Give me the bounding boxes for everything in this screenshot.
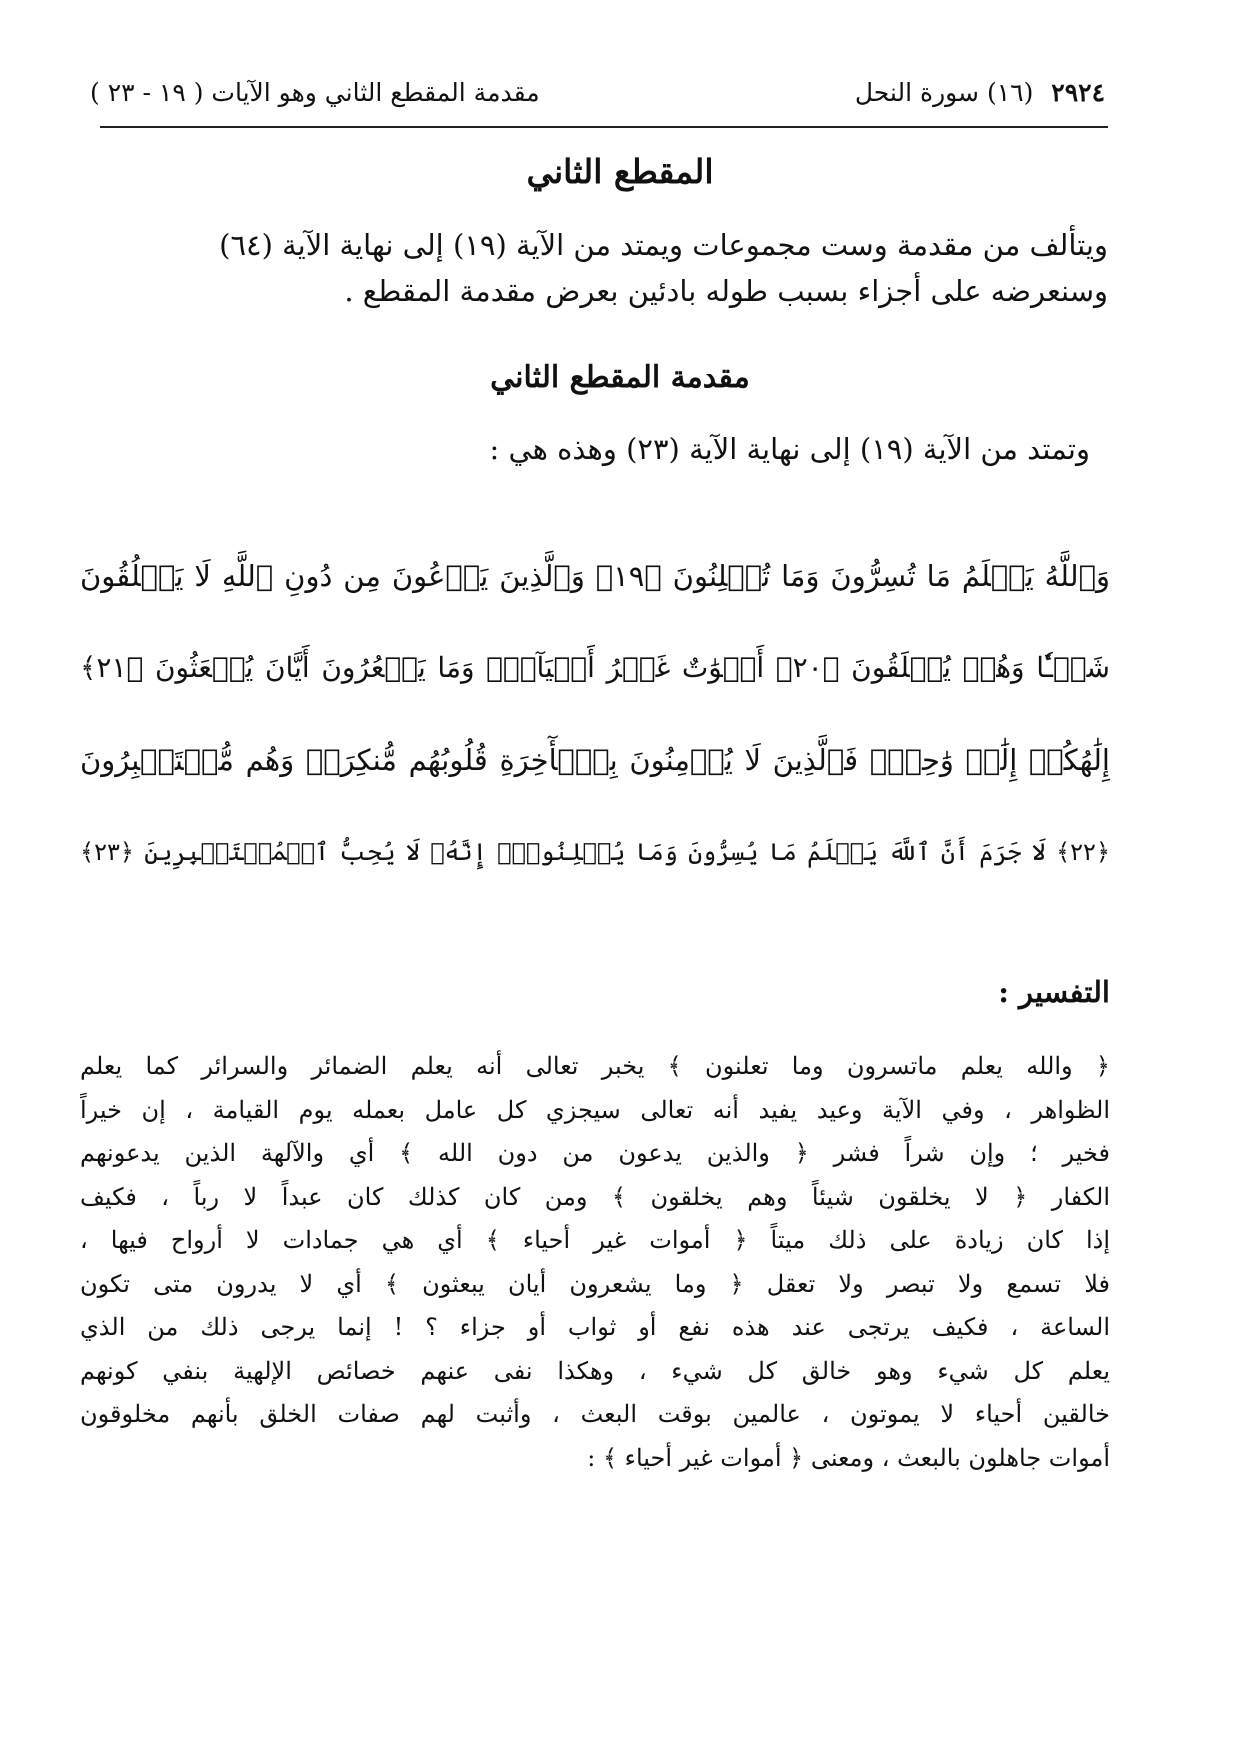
verse-line: ﴿٢٢﴾ لَا جَرَمَ أَنَّ ٱللَّهَ يَعۡلَمُ مَا يُسِرُّونَ وَمَا يُعۡلِنُونَۚ إِنَّهُۥ لَا يُحِبُّ ٱلۡمُسۡتَكۡبِرِينَ ﴿٢٣﴾: [80, 838, 1110, 866]
tafsir-line: إذا كان زيادة على ذلك ميتاً ﴿ أموات غير أحياء ﴾ أي هي جمادات لا أرواح فيها ،: [80, 1226, 1111, 1254]
tafsir-line: الساعة ، فكيف يرتجى عند هذه نفع أو ثواب أو جزاء ؟ ! إنما يرجى ذلك من الذي: [80, 1313, 1110, 1341]
verse-line: إِلَٰهُكُمۡ إِلَٰهٞ وَٰحِدٞۚ فَٱلَّذِينَ لَا يُؤۡمِنُونَ بِٱلۡأٓخِرَةِ قُلُوبُهُم مُّنكِرَةٞ وَهُم مُّسۡتَكۡبِرُونَ: [80, 743, 1110, 777]
intro-line: ويتألف من مقدمة وست مجموعات ويمتد من الآية (١٩) إلى نهاية الآية (٦٤): [219, 228, 1108, 262]
header-right: [855, 78, 1105, 107]
tafsir-line: أموات جاهلون بالبعث ، ومعنى ﴿ أموات غير أحياء ﴾ :: [587, 1443, 1110, 1472]
header-divider: [100, 126, 1108, 128]
tafsir-line: الكفار ﴿ لا يخلقون شيئاً وهم يخلقون ﴾ ومن كان كذلك كان عبداً لا رباً ، فكيف: [80, 1182, 1110, 1211]
section-title: المقطع الثاني: [526, 152, 714, 191]
page-number: ٢٩٢٤: [1051, 78, 1105, 107]
running-header: [90, 78, 1105, 118]
quran-verses: [80, 530, 1110, 898]
intro-paragraph: [80, 222, 1108, 314]
tafsir-line: فلا تسمع ولا تبصر ولا تعقل ﴿ وما يشعرون أيان يبعثون ﴾ أي لا يدرون متى تكون: [80, 1269, 1110, 1298]
tafsir-line: فخير ؛ وإن شراً فشر ﴿ والذين يدعون من دون الله ﴾ أي والآلهة الذين يدعونهم: [80, 1139, 1110, 1167]
tafsir-line: يعلم كل شيء وهو خالق كل شيء ، وهكذا نفى عنهم خصائص الإلهية بنفي كونهم: [80, 1356, 1110, 1385]
tafsir-line: الظواهر ، وفي الآية وعيد يفيد أنه تعالى سيجزي كل عامل بعمله يوم القيامة ، إن خيراً: [80, 1095, 1110, 1124]
tafsir-heading: التفسير :: [998, 975, 1110, 1009]
tafsir-line: ﴿ والله يعلم ماتسرون وما تعلنون ﴾ يخبر تعالى أنه يعلم الضمائر والسرائر كما يعلم: [80, 1052, 1110, 1080]
subsection-title: مقدمة المقطع الثاني: [490, 360, 750, 395]
intro-line: وسنعرضه على أجزاء بسبب طوله بادئين بعرض مقدمة المقطع .: [344, 274, 1108, 308]
section-range: مقدمة المقطع الثاني وهو الآيات ( ١٩ - ٢٣ ): [90, 78, 540, 107]
verse-line: شَيۡـٔٗا وَهُمۡ يُخۡلَقُونَ ﴿٢٠﴾ أَمۡوَٰتٌ غَيۡرُ أَحۡيَآءٖۖ وَمَا يَشۡعُرُونَ أَيَّانَ يُبۡعَثُونَ ﴿٢١﴾: [80, 651, 1111, 684]
tafsir-body: [80, 1045, 1110, 1480]
tafsir-line: خالقين أحياء لا يموتون ، عالمين بوقت البعث ، وأثبت لهم صفات الخلق بأنهم مخلوقون: [80, 1400, 1110, 1428]
subsection-intro: وتمتد من الآية (١٩) إلى نهاية الآية (٢٣) وهذه هي :: [489, 432, 1090, 466]
surah-name: (١٦) سورة النحل: [854, 78, 1034, 107]
verse-line: وَٱللَّهُ يَعۡلَمُ مَا تُسِرُّونَ وَمَا تُعۡلِنُونَ ﴿١٩﴾ وَٱلَّذِينَ يَدۡعُونَ مِن دُونِ ٱللَّهِ لَا يَخۡلُقُونَ: [80, 559, 1110, 593]
